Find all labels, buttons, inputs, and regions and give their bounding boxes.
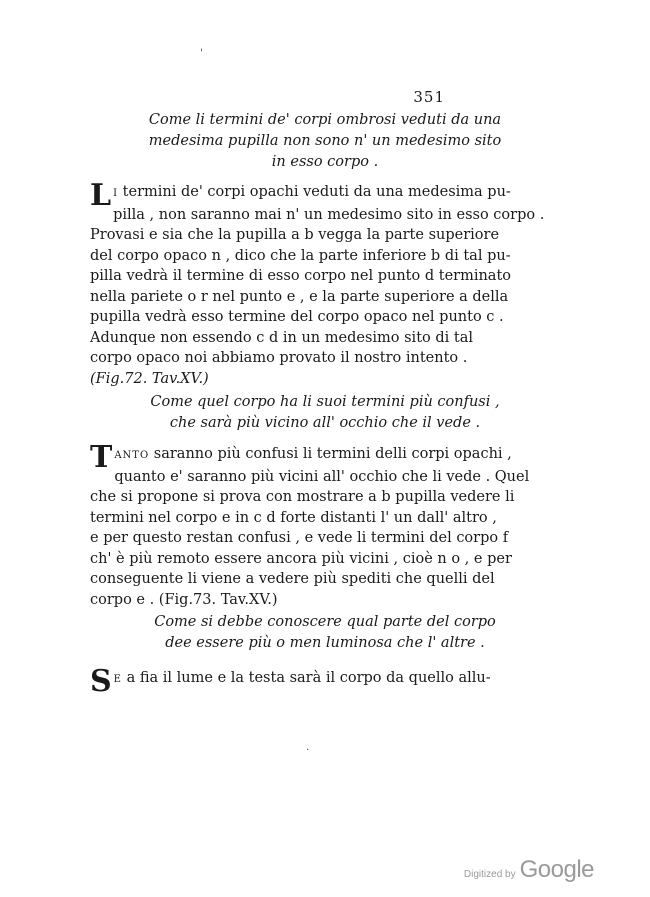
section-1-title bbox=[90, 110, 560, 173]
paragraph-line: quanto e' saranno più vicini all' occhio che li vede . Quel bbox=[114, 468, 530, 485]
paragraph-line bbox=[90, 440, 512, 475]
paragraph-line: Adunque non essendo c d in un medesimo sito di tal bbox=[90, 329, 473, 346]
paragraph-line bbox=[90, 664, 491, 699]
small-caps: I bbox=[113, 188, 119, 199]
paragraph-line: pupilla vedrà esso termine del corpo opaco nel punto c . bbox=[90, 309, 504, 325]
paragraph-line: pilla , non saranno mai n' un medesimo sito in esso corpo . bbox=[113, 206, 545, 223]
section-2-title bbox=[90, 392, 560, 434]
section-3-title-line: Come si debbe conoscere qual parte del corpo bbox=[154, 614, 496, 630]
figure-reference: (Fig.72. Tav.XV.) bbox=[90, 370, 209, 387]
watermark-prefix: Digitized by bbox=[463, 869, 516, 880]
section-1-title-line: Come li termini de' corpi ombrosi veduti da una bbox=[148, 112, 502, 128]
section-2-title-line: che sarà più vicino all' occhio che il vede . bbox=[169, 415, 481, 431]
drop-cap: S bbox=[90, 664, 112, 699]
page-number: 351 bbox=[413, 88, 445, 106]
top-mark: ' bbox=[200, 48, 203, 59]
drop-cap: T bbox=[90, 440, 113, 475]
small-caps: E bbox=[113, 674, 122, 685]
paragraph-text: saranno più confusi li termini delli corpi opachi , bbox=[153, 446, 512, 462]
paragraph-line: corpo opaco noi abbiamo provato il nostro intento . bbox=[90, 350, 468, 366]
digitized-by-google-watermark bbox=[464, 856, 594, 884]
paragraph-text: termini de' corpi opachi veduti da una medesima pu- bbox=[122, 184, 511, 200]
paragraph-line: e per questo restan confusi , e vede li termini del corpo f bbox=[90, 530, 509, 546]
section-1-title-line: medesima pupilla non sono n' un medesimo sito bbox=[148, 133, 502, 149]
section-2-paragraph bbox=[90, 440, 530, 610]
paragraph-line: nella pariete o r nel punto e , e la parte superiore a della bbox=[90, 288, 509, 305]
paragraph-line: corpo e . (Fig.73. Tav.XV.) bbox=[90, 591, 278, 608]
google-logo: Google bbox=[519, 856, 594, 883]
paragraph-line bbox=[90, 178, 511, 213]
paragraph-line: conseguente li viene a vedere più spediti che quelli del bbox=[90, 571, 495, 587]
section-3-title-line: dee essere più o men luminosa che l' altre . bbox=[165, 635, 485, 651]
section-3-title bbox=[90, 612, 560, 654]
paragraph-line: ch' è più remoto essere ancora più vicini , cioè n o , e per bbox=[90, 550, 512, 567]
drop-cap: L bbox=[90, 178, 112, 213]
bottom-mark: . bbox=[306, 742, 310, 753]
paragraph-line: del corpo opaco n , dico che la parte inferiore b di tal pu- bbox=[90, 247, 511, 264]
paragraph-line: termini nel corpo e in c d forte distanti l' un dall' altro , bbox=[90, 509, 497, 526]
paragraph-text: a fia il lume e la testa sarà il corpo da quello allu- bbox=[126, 670, 491, 686]
section-1-paragraph bbox=[90, 178, 545, 389]
paragraph-line: Provasi e sia che la pupilla a b vegga la parte superiore bbox=[90, 227, 500, 243]
paragraph-line: pilla vedrà il termine di esso corpo nel punto d terminato bbox=[90, 268, 512, 284]
small-caps: ANTO bbox=[114, 450, 150, 461]
paragraph-line: che si propone si prova con mostrare a b pupilla vedere li bbox=[90, 489, 515, 505]
section-1-title-line: in esso corpo . bbox=[271, 154, 379, 170]
section-2-title-line: Come quel corpo ha li suoi termini più confusi , bbox=[150, 394, 500, 410]
section-3-paragraph bbox=[90, 664, 491, 699]
